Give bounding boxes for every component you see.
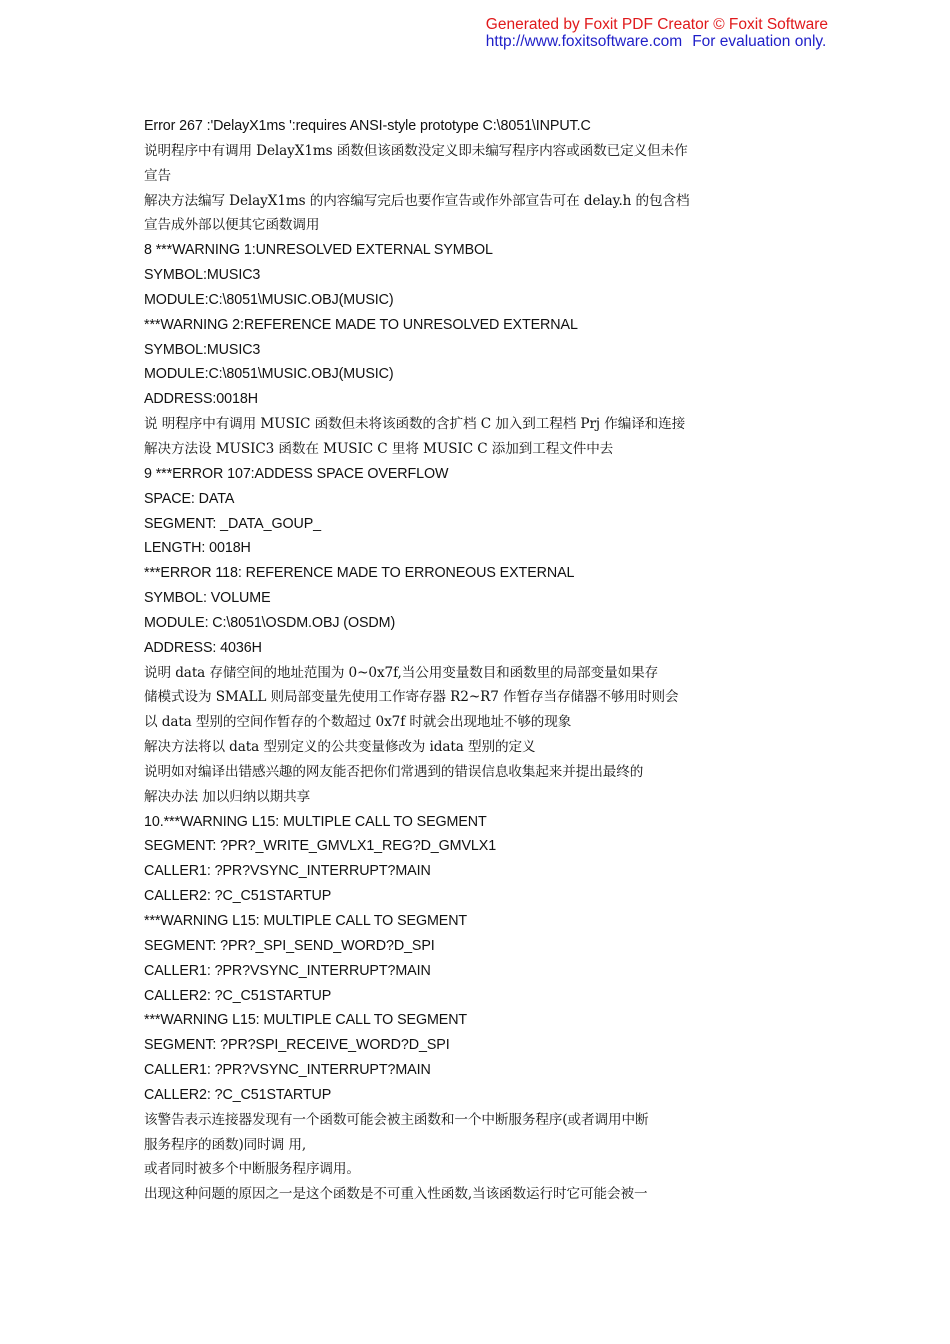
watermark-generated-by: Generated by Foxit PDF Creator © Foxit Software [485,16,828,33]
text-line: SYMBOL: VOLUME [144,590,271,607]
text-line: ***WARNING L15: MULTIPLE CALL TO SEGMENT [144,1012,468,1029]
text-line: Error 267 :'DelayX1ms ':requires ANSI-style prototype C:\8051\INPUT.C [144,118,591,134]
text-line: 解决方法编写 DelayX1ms 的内容编写完后也要作宣告或作外部宣告可在 delay.h 的包含档 [144,192,690,209]
text-line: MODULE:C:\8051\MUSIC.OBJ(MUSIC) [144,366,394,383]
text-line: SPACE: DATA [144,490,235,507]
text-line: SEGMENT: ?PR?_SPI_SEND_WORD?D_SPI [144,937,435,954]
text-line: 解决方法将以 data 型别定义的公共变量修改为 idata 型别的定义 [144,739,536,756]
text-line: ADDRESS: 4036H [144,639,262,656]
text-line: 该警告表示连接器发现有一个函数可能会被主函数和一个中断服务程序(或者调用中断 [144,1111,649,1128]
text-line: MODULE: C:\8051\OSDM.OBJ (OSDM) [144,614,396,631]
text-line: 8 ***WARNING 1:UNRESOLVED EXTERNAL SYMBOL [144,242,493,259]
text-line: CALLER2: ?C_C51STARTUP [144,1086,332,1103]
text-line: MODULE:C:\8051\MUSIC.OBJ(MUSIC) [144,291,394,308]
text-line: LENGTH: 0018H [144,540,251,557]
text-line: ***WARNING 2:REFERENCE MADE TO UNRESOLVED EXTERNAL [144,316,578,333]
text-line: 说 明程序中有调用 MUSIC 函数但未将该函数的含扩档 C 加入到工程档 Prj 作编译和连接 [144,416,686,433]
text-line: 解决办法 加以归纳以期共享 [144,788,311,805]
document-body [144,114,864,1207]
text-line: ***WARNING L15: MULTIPLE CALL TO SEGMENT [144,913,468,929]
text-line: SEGMENT: _DATA_GOUP_ [144,515,322,532]
text-line: ***ERROR 118: REFERENCE MADE TO ERRONEOUS EXTERNAL [144,565,575,582]
watermark-second-line [486,34,828,51]
text-line: 说明如对编译出错感兴趣的网友能否把你们常遇到的错误信息收集起来并提出最终的 [144,763,644,780]
text-line: CALLER1: ?PR?VSYNC_INTERRUPT?MAIN [144,863,431,880]
text-line: 或者同时被多个中断服务程序调用。 [144,1161,360,1178]
text-line: SEGMENT: ?PR?SPI_RECEIVE_WORD?D_SPI [144,1037,450,1054]
text-line: 储模式设为 SMALL 则局部变量先使用工作寄存器 R2~R7 作暂存当存储器不够用时则会 [144,689,679,706]
text-line: CALLER2: ?C_C51STARTUP [144,987,332,1004]
text-line: 服务程序的函数)同时调 用, [144,1136,307,1153]
watermark-evaluation-note: For evaluation only. [692,32,827,50]
text-line: 宣告 [144,167,171,184]
text-line: SEGMENT: ?PR?_WRITE_GMVLX1_REG?D_GMVLX1 [144,838,497,855]
text-line: CALLER1: ?PR?VSYNC_INTERRUPT?MAIN [144,962,431,979]
text-line: 宣告成外部以便其它函数调用 [144,217,320,234]
text-line: 出现这种问题的原因之一是这个函数是不可重入性函数,当该函数运行时它可能会被一 [144,1186,648,1203]
text-line: 说明 data 存储空间的地址范围为 0~0x7f,当公用变量数目和函数里的局部变量如果存 [144,664,659,681]
text-line: ADDRESS:0018H [144,391,258,408]
text-line: CALLER2: ?C_C51STARTUP [144,888,332,905]
text-line: SYMBOL:MUSIC3 [144,267,261,284]
text-line: SYMBOL:MUSIC3 [144,341,261,358]
text-line: 9 ***ERROR 107:ADDESS SPACE OVERFLOW [144,465,449,482]
text-line: CALLER1: ?PR?VSYNC_INTERRUPT?MAIN [144,1062,431,1079]
text-line: 解决方法设 MUSIC3 函数在 MUSIC C 里将 MUSIC C 添加到工程文件中去 [144,440,614,457]
foxit-watermark [486,17,828,50]
watermark-url-link[interactable]: http://www.foxitsoftware.com [485,32,683,50]
text-line: 说明程序中有调用 DelayX1ms 函数但该函数没定义即未编写程序内容或函数已定义但未作 [144,142,688,159]
text-line: 10.***WARNING L15: MULTIPLE CALL TO SEGMENT [144,813,487,830]
text-line: 以 data 型别的空间作暂存的个数超过 0x7f 时就会出现地址不够的现象 [144,714,572,731]
